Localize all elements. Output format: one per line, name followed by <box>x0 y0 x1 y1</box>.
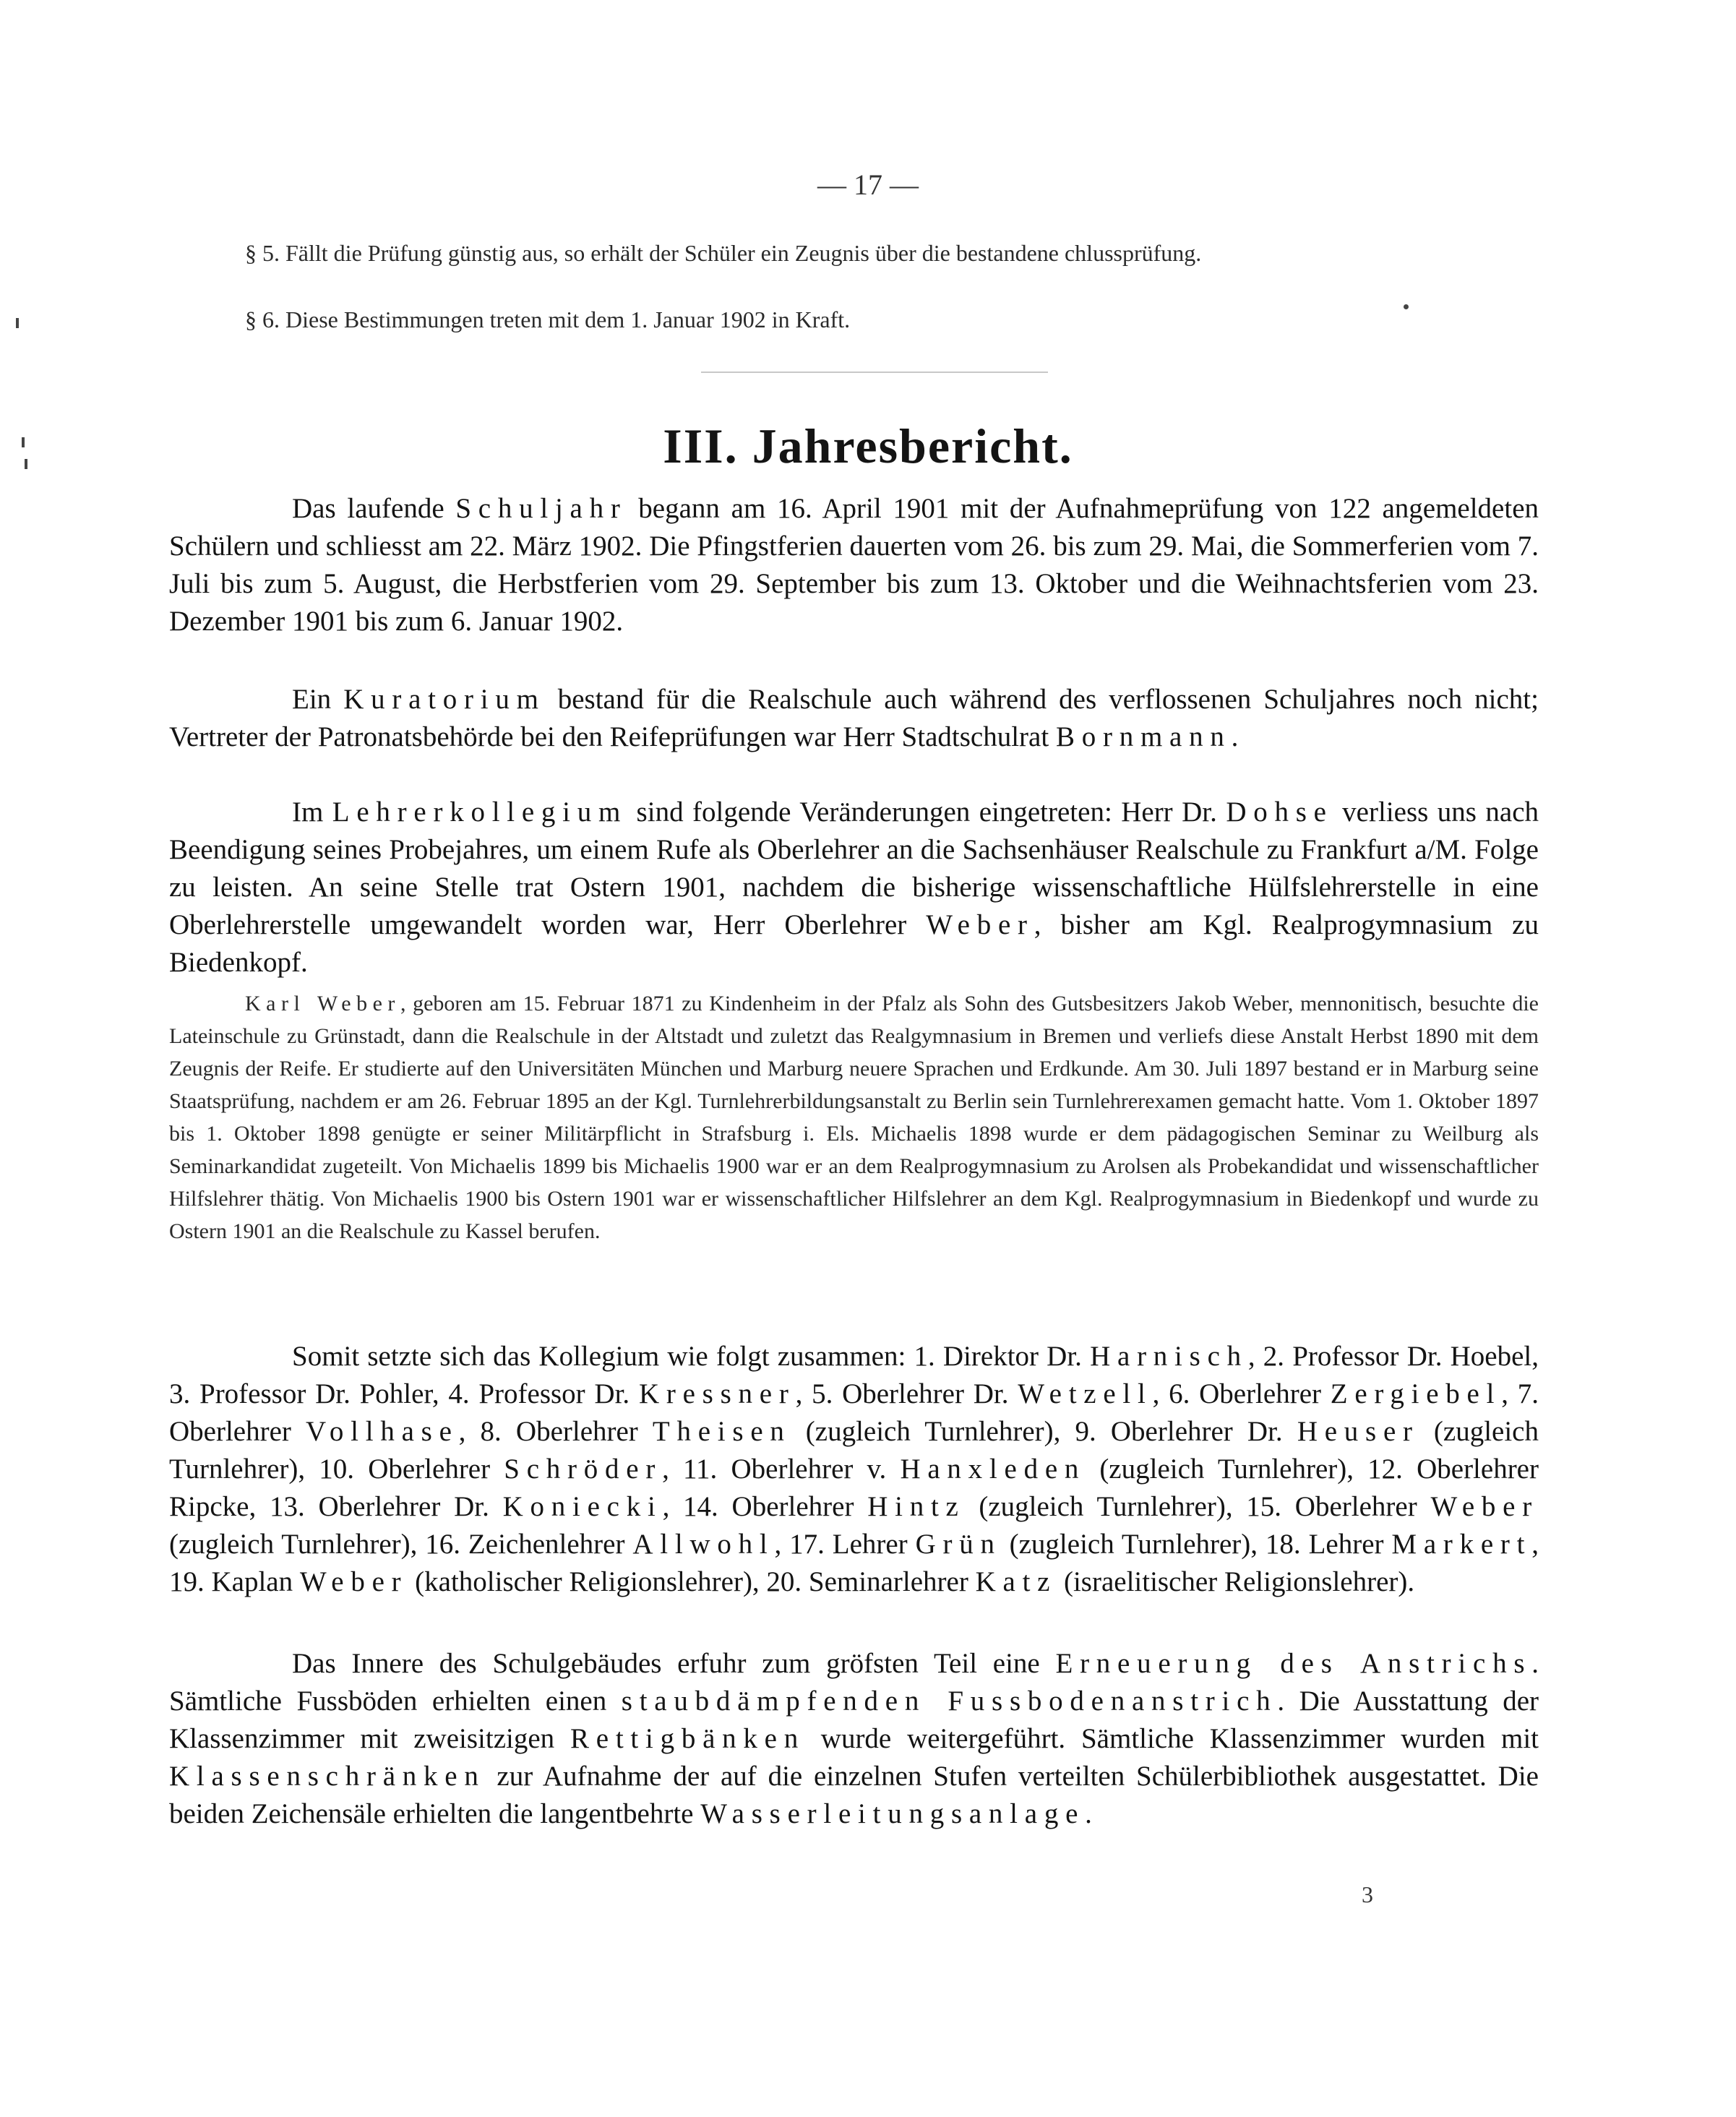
margin-mark <box>16 318 19 328</box>
page-number: — 17 — <box>817 168 919 201</box>
paragraph-lehrerkollegium: Im Lehrerkollegium sind folgende Veränderungen eingetreten: Herr Dr. Dohse verliess uns nach Beendigung seines Probejahres, um einem Rufe als Oberlehrer an die Sachsenhäuser Realschule zu Frankfurt a/M. Folge zu leisten. An seine Stelle trat Ostern 1901, nachdem die bisherige wissenschaftliche Hülfslehrerstelle in eine Oberlehrerstelle umgewandelt worden war, Herr Oberlehrer Weber, bisher am Kgl. Realprogymnasium zu Biedenkopf. <box>169 796 1539 978</box>
paragraph-schulgebaeude: Das Innere des Schulgebäudes erfuhr zum gröfsten Teil eine Erneuerung des Anstrichs. Sämtliche Fussböden erhielten einen staubdämpfenden Fussbodenanstrich. Die Ausstattung der Klassenzimmer mit zweisitzigen Rettigbänken wurde weitergeführt. Sämtliche Klassenzimmer wurden mit Klassenschränken zur Aufnahme der auf die einzelnen Stufen verteilten Schülerbibliothek ausgestattet. Die beiden Zeichensäle erhielten die langentbehrte Wasserleitungsanlage. <box>169 1648 1539 1829</box>
paragraph-kollegium-list: Somit setzte sich das Kollegium wie folgt zusammen: 1. Direktor Dr. Harnisch, 2. Professor Dr. Hoebel, 3. Professor Dr. Pohler, 4. Professor Dr. Kressner, 5. Oberlehrer Dr. Wetzell, 6. Oberlehrer Zergiebel, 7. Oberlehrer Vollhase, 8. Oberlehrer Theisen (zugleich Turnlehrer), 9. Oberlehrer Dr. Heuser (zugleich Turnlehrer), 10. Oberlehrer Schröder, 11. Oberlehrer v. Hanxleden (zugleich Turnlehrer), 12. Oberlehrer Ripcke, 13. Oberlehrer Dr. Koniecki, 14. Oberlehrer Hintz (zugleich Turnlehrer), 15. Oberlehrer Weber (zugleich Turnlehrer), 16. Zeichenlehrer Allwohl, 17. Lehrer Grün (zugleich Turnlehrer), 18. Lehrer Markert, 19. Kaplan Weber (katholischer Religionslehrer), 20. Seminarlehrer Katz (israelitischer Religionslehrer). <box>169 1341 1539 1597</box>
paragraph-schuljahr: Das laufende Schuljahr begann am 16. April 1901 mit der Aufnahmeprüfung von 122 angemeldeten Schülern und schliesst am 22. März 1902. Die Pfingstferien dauerten vom 26. bis zum 29. Mai, die Sommerferien vom 7. Juli bis zum 5. August, die Herbstferien vom 29. September bis zum 13. Oktober und die Weihnachtsferien vom 23. Dezember 1901 bis zum 6. Januar 1902. <box>169 493 1539 637</box>
page-title: III. Jahresbericht. <box>663 418 1073 473</box>
section-6-paragraph: § 6. Diese Bestimmungen treten mit dem 1. Januar 1902 in Kraft. <box>245 306 851 332</box>
paragraph-kuratorium: Ein Kuratorium bestand für die Realschule auch während des verflossenen Schuljahres noch nicht; Vertreter der Patronatsbehörde bei den Reifeprüfungen war Herr Stadtschulrat Bornmann. <box>169 684 1539 752</box>
section-5-paragraph: § 5. Fällt die Prüfung günstig aus, so erhält der Schüler ein Zeugnis über die bestandene chlussprüfung. <box>245 240 1202 266</box>
separator-rule <box>701 372 1048 373</box>
signature-mark: 3 <box>1362 1881 1373 1907</box>
biography-karl-weber: Karl Weber, geboren am 15. Februar 1871 zu Kindenheim in der Pfalz als Sohn des Gutsbesitzers Jakob Weber, mennonitisch, besuchte die Lateinschule zu Grünstadt, dann die Realschule in der Altstadt und zuletzt das Realgymnasium in Bremen und verliefs diese Anstalt Herbst 1890 mit dem Zeugnis der Reife. Er studierte auf den Universitäten München und Marburg neuere Sprachen und Erdkunde. Am 30. Juli 1897 bestand er in Marburg seine Staatsprüfung, nachdem er am 26. Februar 1895 an der Kgl. Turnlehrerbildungsanstalt zu Berlin sein Turnlehrerexamen gemacht hatte. Vom 1. Oktober 1897 bis 1. Oktober 1898 genügte er seiner Militärpflicht in Strafsburg i. Els. Michaelis 1898 wurde er dem pädagogischen Seminar zu Weilburg als Seminarkandidat zugeteilt. Von Michaelis 1899 bis Michaelis 1900 war er an dem Realprogymnasium zu Arolsen als Probekandidat und wissenschaftlicher Hilfslehrer thätig. Von Michaelis 1900 bis Ostern 1901 war er wissenschaftlicher Hilfslehrer an dem Kgl. Realprogymnasium in Biedenkopf und wurde zu Ostern 1901 an die Realschule zu Kassel berufen. <box>169 992 1539 1243</box>
